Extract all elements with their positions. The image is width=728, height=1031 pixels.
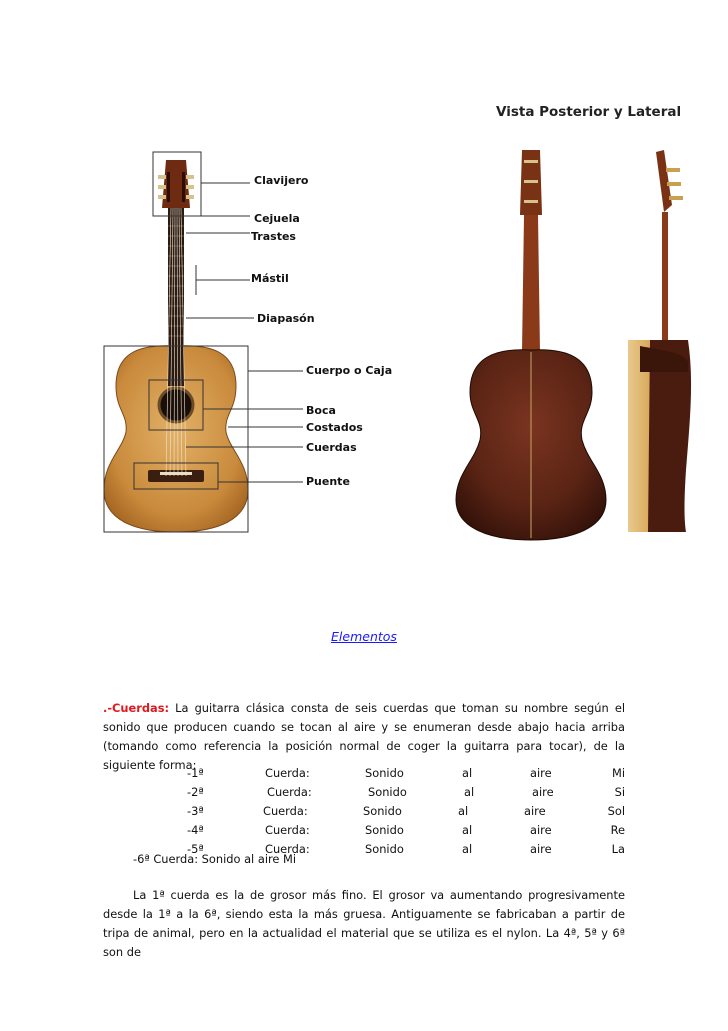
string-number: -1ª: [187, 766, 204, 780]
string-sonido: Sonido: [365, 842, 404, 856]
string-al: al: [462, 766, 473, 780]
string-cuerda: Cuerda:: [265, 823, 310, 837]
string-aire: aire: [532, 785, 554, 799]
string-note: Sol: [607, 804, 625, 818]
string-sonido: Sonido: [363, 804, 402, 818]
string-note: La: [611, 842, 625, 856]
view-title: Vista Posterior y Lateral: [496, 104, 682, 120]
string-cuerda: Cuerda:: [265, 766, 310, 780]
intro-text: La guitarra clásica consta de seis cuerdas que toman su nombre según el sonido que producen cuando se tocan al aire y se enumeran desde abajo hacia arriba (tomando como referencia la posición normal de coger la guitarra para tocar), de la siguiente forma:: [103, 701, 625, 772]
string-note: Si: [614, 785, 625, 799]
string-cuerda: Cuerda:: [267, 785, 312, 799]
intro-paragraph: [103, 699, 625, 775]
back-view: [456, 150, 606, 540]
section-title: Elementos: [331, 629, 397, 644]
label-mastil: Mástil: [251, 272, 289, 285]
string-al: al: [462, 823, 473, 837]
string-aire: aire: [524, 804, 546, 818]
string-row: [103, 823, 625, 842]
string-al: al: [464, 785, 475, 799]
string-number: -3ª: [187, 804, 204, 818]
string-number: -2ª: [187, 785, 204, 799]
string-cuerda: Cuerda:: [263, 804, 308, 818]
side-view: [628, 150, 691, 532]
label-cuerpo: Cuerpo o Caja: [306, 364, 393, 377]
label-diapason: Diapasón: [257, 312, 315, 325]
string-al: al: [462, 842, 473, 856]
strings-table: [103, 766, 625, 861]
sixth-string-line: -6ª Cuerda: Sonido al aire Mi: [133, 852, 297, 866]
string-sonido: Sonido: [365, 766, 404, 780]
paragraph-2: La 1ª cuerda es la de grosor más fino. El grosor va aumentando progresivamente desde la 1ª a la 6ª, siendo esta la más gruesa. Antiguamente se fabricaban a partir de tripa de animal, pero en la actualidad el material que se utiliza es el nylon. La 4ª, 5ª y 6ª son de: [103, 888, 625, 959]
string-note: Mi: [612, 766, 625, 780]
string-aire: aire: [530, 842, 552, 856]
string-row: [103, 785, 625, 804]
label-cuerdas: Cuerdas: [306, 441, 357, 454]
label-costados: Costados: [306, 421, 363, 434]
label-trastes: Trastes: [251, 230, 296, 243]
string-aire: aire: [530, 823, 552, 837]
string-sonido: Sonido: [368, 785, 407, 799]
string-aire: aire: [530, 766, 552, 780]
label-boca: Boca: [306, 404, 336, 417]
intro-lead-in: .-Cuerdas:: [103, 701, 170, 715]
string-row: [103, 766, 625, 785]
string-number: -5ª: [187, 842, 204, 856]
string-number: -4ª: [187, 823, 204, 837]
label-puente: Puente: [306, 475, 350, 488]
label-cejuela: Cejuela: [254, 212, 300, 225]
label-clavijero: Clavijero: [254, 174, 309, 187]
string-note: Re: [610, 823, 625, 837]
string-cuerda: Cuerda:: [265, 842, 310, 856]
string-sonido: Sonido: [365, 823, 404, 837]
string-row: [103, 804, 625, 823]
string-al: al: [458, 804, 469, 818]
